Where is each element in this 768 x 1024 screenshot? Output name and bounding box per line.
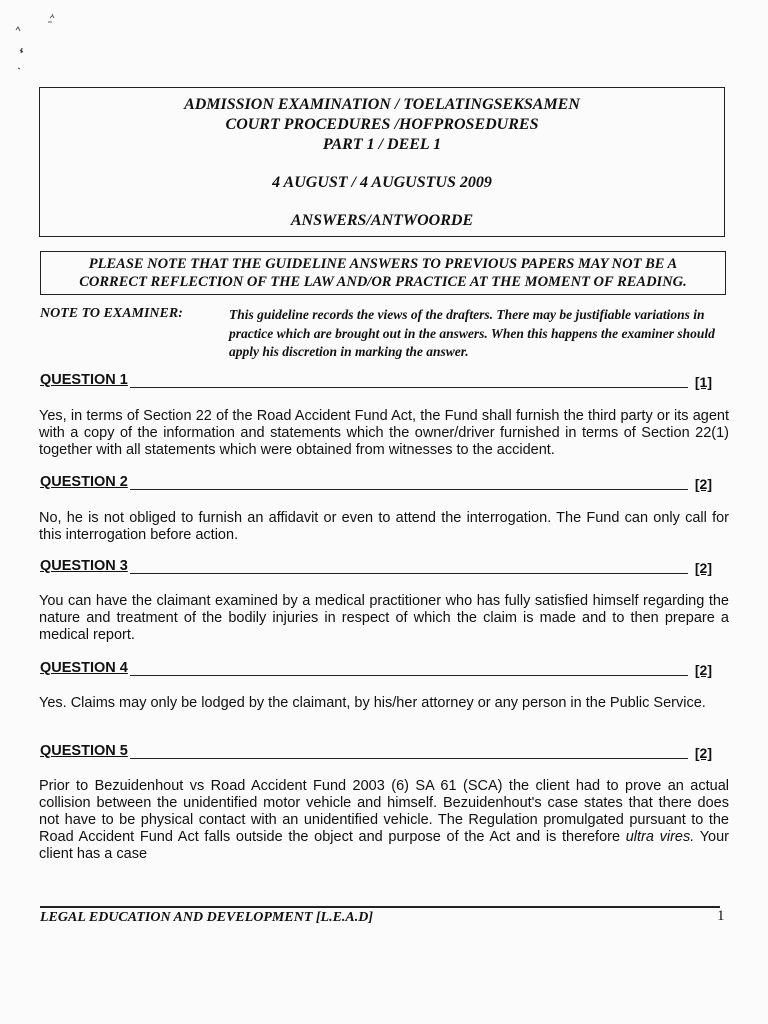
footer-rule	[40, 906, 720, 908]
heading-rule	[130, 489, 688, 490]
question-marks: [2]	[694, 560, 712, 576]
answer-text: Prior to Bezuidenhout vs Road Accident Fund 2003 (6) SA 61 (SCA) the client had to prove an actual collision between the unidentified motor vehicle and himself. Bezuidenhout's case states that there does not have to be physical contact with an unidentified vehicle. The Regulation promulgated pursuant to the Road Accident Fund Act falls outside the object and purpose of the Act and is therefore	[39, 778, 729, 845]
question-3-heading	[40, 558, 712, 578]
question-title: QUESTION 2	[40, 474, 128, 490]
question-5-answer	[39, 778, 729, 863]
footer-organisation: LEGAL EDUCATION AND DEVELOPMENT [L.E.A.D]	[40, 910, 374, 925]
question-title: QUESTION 3	[40, 558, 128, 574]
disclaimer-notice-box	[40, 251, 726, 295]
question-1-answer: Yes, in terms of Section 22 of the Road Accident Fund Act, the Fund shall furnish the third party or its agent with a copy of the information and statements which the owner/driver furnished in terms of Section 22(1) together with all statements which were obtained from witnesses to the accident.	[39, 408, 729, 458]
course-title: COURT PROCEDURES /HOFPROSEDURES	[225, 116, 539, 133]
question-marks: [2]	[694, 662, 712, 678]
heading-rule	[130, 573, 688, 574]
heading-rule	[130, 387, 688, 388]
question-4-heading	[40, 660, 712, 680]
question-marks: [2]	[694, 476, 712, 492]
scan-artifact-marks	[8, 6, 68, 76]
answer-text-end: Your client has a case	[39, 829, 729, 862]
question-5-heading	[40, 743, 712, 763]
heading-rule	[130, 675, 688, 676]
question-2-answer: No, he is not obliged to furnish an affidavit or even to attend the interrogation. The Fund can only call for this interrogation before action.	[39, 510, 729, 543]
exam-date: 4 AUGUST / 4 AUGUSTUS 2009	[272, 174, 492, 191]
question-4-answer: Yes. Claims may only be lodged by the claimant, by his/her attorney or any person in the Public Service.	[39, 695, 706, 711]
question-title: QUESTION 4	[40, 660, 128, 676]
disclaimer-line-1: PLEASE NOTE THAT THE GUIDELINE ANSWERS TO PREVIOUS PAPERS MAY NOT BE A	[88, 256, 678, 272]
question-marks: [2]	[694, 745, 712, 761]
question-2-heading	[40, 474, 712, 494]
question-1-heading	[40, 372, 712, 392]
exam-header-box	[39, 87, 725, 237]
question-3-answer: You can have the claimant examined by a medical practitioner who has fully satisfied himself regarding the nature and treatment of the bodily injuries in respect of which the claim is made and to then prepare a medical report.	[39, 593, 729, 643]
answer-italic-term: ultra vires.	[625, 829, 695, 845]
disclaimer-line-2: CORRECT REFLECTION OF THE LAW AND/OR PRACTICE AT THE MOMENT OF READING.	[79, 274, 687, 290]
answers-subtitle: ANSWERS/ANTWOORDE	[290, 212, 474, 229]
page-number: 1	[717, 908, 725, 924]
note-to-examiner-label: NOTE TO EXAMINER:	[40, 306, 183, 321]
heading-rule	[130, 758, 688, 759]
exam-title: ADMISSION EXAMINATION / TOELATINGSEKSAMEN	[184, 96, 580, 113]
note-to-examiner-text: This guideline records the views of the drafters. There may be justifiable variations in practice which are brought out in the answers. When this happens the examiner should apply his discretion in marking the answer.	[229, 307, 715, 359]
question-title: QUESTION 5	[40, 743, 128, 759]
question-title: QUESTION 1	[40, 372, 128, 388]
part-title: PART 1 / DEEL 1	[322, 136, 442, 153]
question-marks: [1]	[694, 374, 712, 390]
